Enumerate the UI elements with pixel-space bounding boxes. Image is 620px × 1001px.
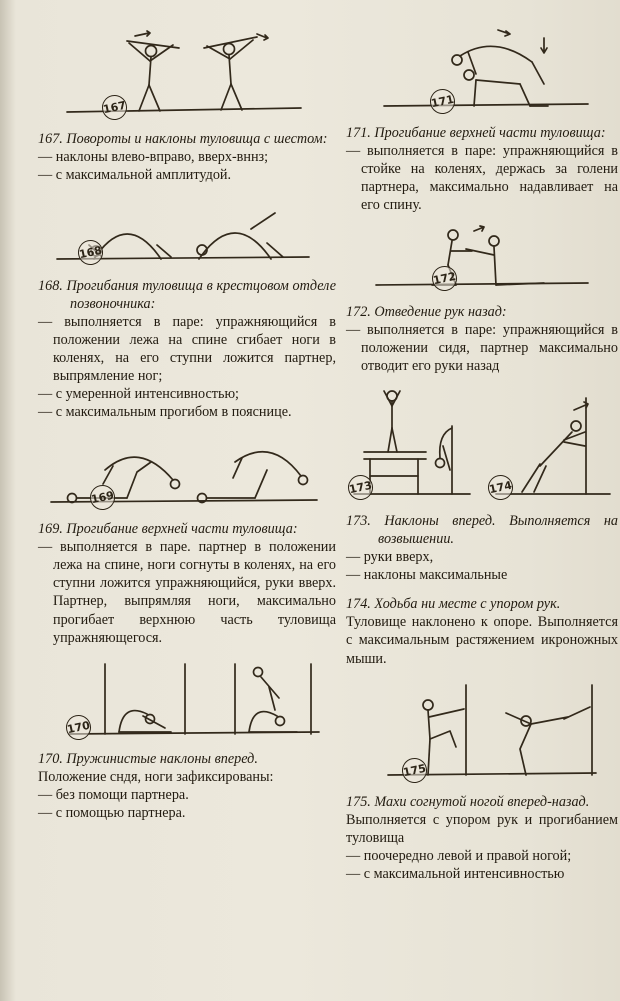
figure-175-number: 175 xyxy=(400,755,430,785)
exercise-168-heading: 168. Прогибания туловища в крестцовом отделе позвоночника: xyxy=(38,278,336,313)
exercise-172-heading: 172. Отведение рук назад: xyxy=(346,304,507,321)
figure-168-number: 168 xyxy=(76,238,106,268)
exercise-169-item-1: — выполняется в паре. партнер в положении лежа на спине, ноги согнуты в коленях, на его ступни ложится упражняющийся, руки вверх. Партнер, выпрямляя ноги, максимально прогибает верхнюю часть туловища упражняющегося. xyxy=(38,539,336,646)
exercise-175-item-1: — поочередно левой и правой ногой; xyxy=(346,847,572,864)
exercise-170-text: Положение сндя, ноги зафиксированы: xyxy=(38,768,274,785)
figure-171-number: 171 xyxy=(428,87,458,117)
exercise-167 xyxy=(38,130,336,184)
right-column xyxy=(346,24,618,894)
exercise-174-heading: 174. Ходьба ни месте с упором рук. xyxy=(346,596,561,613)
exercise-175-heading: 175. Махи согнутой ногой вперед-назад. xyxy=(346,793,590,810)
exercise-173-item-1: — руки вверх, xyxy=(346,549,434,566)
figure-174 xyxy=(486,386,618,502)
exercise-168-item-1: — выполняется в паре: упражняющийся в положении лежа на спине сгибает ноги в коленях, на его ступни ложится партнер, выпрямление ног; xyxy=(38,314,336,385)
exercise-174 xyxy=(346,595,618,667)
figure-168 xyxy=(38,195,336,267)
exercise-168 xyxy=(38,277,336,421)
exercise-170-item-1: — без помощи партнера. xyxy=(38,786,189,803)
figure-167-number: 167 xyxy=(100,93,130,123)
exercise-173-heading: 173. Наклоны вперед. Выполняется на возвышении. xyxy=(346,513,618,548)
figure-174-number: 174 xyxy=(486,473,516,503)
exercise-172 xyxy=(346,303,618,375)
exercise-167-item-1: — наклоны влево-вправо, вверх-вннз; xyxy=(38,149,269,166)
exercise-170-heading: 170. Пружинистые наклоны вперед. xyxy=(38,750,258,767)
exercise-168-item-2: — с умеренной интенсивностью; xyxy=(38,386,239,403)
exercise-167-heading: 167. Повороты и наклоны туловища с шестом: xyxy=(38,131,328,147)
figure-167 xyxy=(38,28,336,120)
exercise-175 xyxy=(346,793,618,883)
figure-row-173-174 xyxy=(346,386,618,502)
figure-173-number: 173 xyxy=(346,473,376,503)
exercise-172-item-1: — выполняется в паре: упражняющийся в положении сидя, партнер максимально отводит его руки назад xyxy=(346,322,618,375)
exercise-171-heading: 171. Прогибание верхней части туловища: xyxy=(346,125,606,141)
exercise-170 xyxy=(38,750,336,822)
figure-171 xyxy=(346,28,618,114)
exercise-167-illustration xyxy=(38,28,336,120)
exercise-172-illustration xyxy=(346,225,618,293)
exercise-167-item-2: — с максимальной амплитудой. xyxy=(38,167,232,184)
exercise-169-heading: 169. Прогибание верхней части туловища: xyxy=(38,521,298,538)
figure-175 xyxy=(346,679,618,783)
figure-173 xyxy=(346,386,478,502)
figure-170-number: 170 xyxy=(64,712,94,742)
exercise-169-illustration xyxy=(38,432,336,510)
exercise-169 xyxy=(38,520,336,646)
exercise-171 xyxy=(346,124,618,214)
figure-172 xyxy=(346,225,618,293)
exercise-174-text: Туловище наклонено к опоре. Выполняется с максимальным растяжением икроножных мыши. xyxy=(346,614,618,667)
exercise-168-item-3: — с максимальным прогибом в пояснице. xyxy=(38,404,292,421)
exercise-171-item-1: — выполняется в паре: упражняющийся в стойке на коленях, держась за голени партнера, максимально надавливает на его спину. xyxy=(346,143,618,214)
exercise-173 xyxy=(346,512,618,584)
exercise-170-item-2: — с помощью партнера. xyxy=(38,804,186,821)
exercise-175-text: Выполняется с упором рук и прогибанием туловища xyxy=(346,811,618,846)
figure-169-number: 169 xyxy=(88,483,118,513)
exercise-175-item-2: — с максимальной интенсивностью xyxy=(346,865,565,882)
exercise-173-item-2: — наклоны максимальные xyxy=(346,567,508,584)
exercise-175-illustration xyxy=(346,679,618,783)
exercise-171-illustration xyxy=(346,28,618,114)
figure-170 xyxy=(38,658,336,740)
figure-169 xyxy=(38,432,336,510)
figure-172-number: 172 xyxy=(430,264,460,294)
left-column xyxy=(38,24,336,894)
